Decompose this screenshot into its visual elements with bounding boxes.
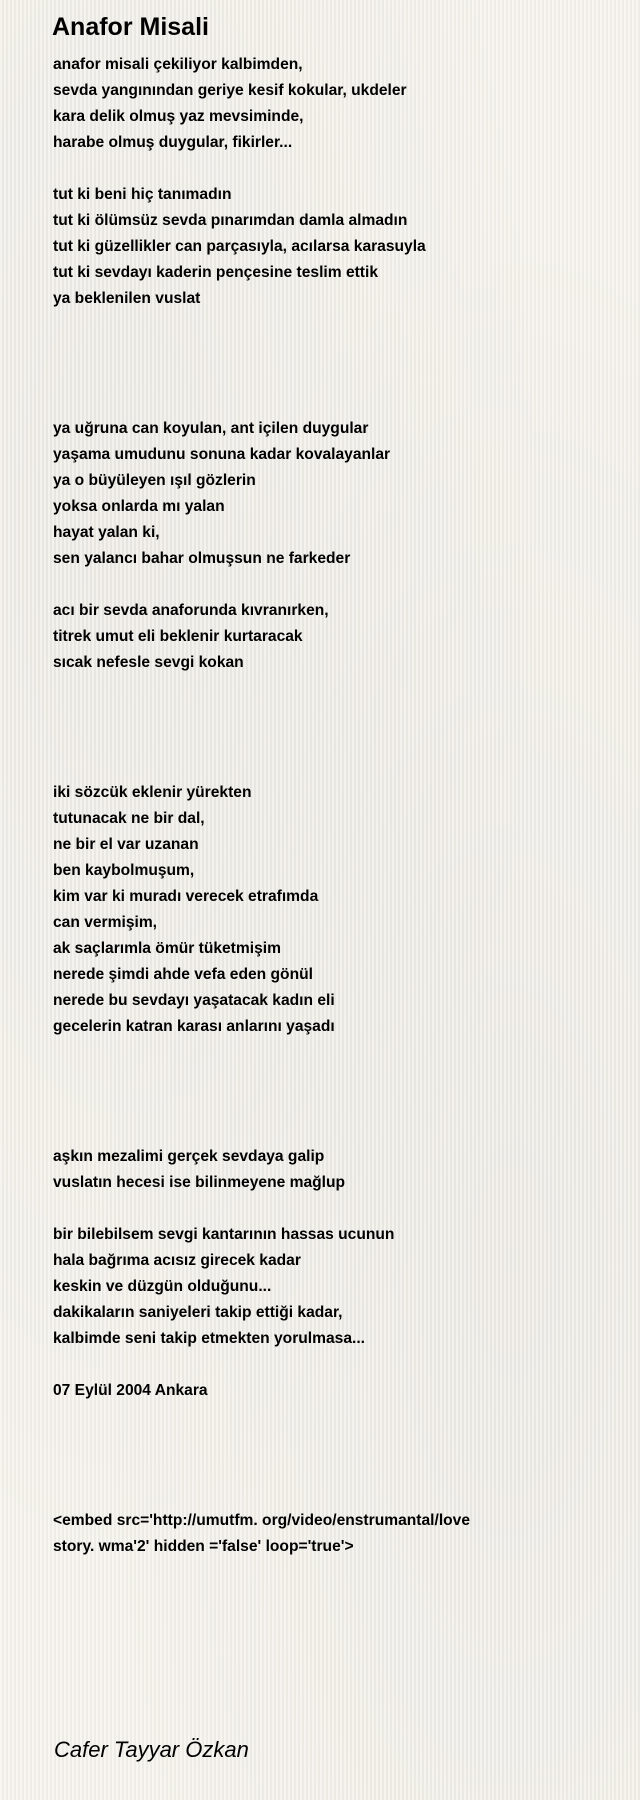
- poem-line: vuslatın hecesi ise bilinmeyene mağlup: [53, 1174, 346, 1191]
- stanza-gap: [53, 1352, 613, 1378]
- poem-title: Anafor Misali: [52, 13, 209, 41]
- poem-line: bir bilebilsem sevgi kantarının hassas ucunun: [53, 1226, 395, 1243]
- stanza-gap: [53, 676, 613, 702]
- poem-line: keskin ve düzgün olduğunu...: [53, 1278, 272, 1295]
- poem-line: kara delik olmuş yaz mevsiminde,: [53, 108, 304, 125]
- poem-line: tutunacak ne bir dal,: [53, 810, 205, 827]
- poem-line: ak saçlarımla ömür tüketmişim: [53, 940, 281, 957]
- poem-line: ya beklenilen vuslat: [53, 290, 201, 307]
- poem-line: titrek umut eli beklenir kurtaracak: [53, 628, 303, 645]
- poem-line: yaşama umudunu sonuna kadar kovalayanlar: [53, 446, 391, 463]
- stanza-gap: [53, 1118, 613, 1144]
- poem-line: iki sözcük eklenir yürekten: [53, 784, 252, 801]
- stanza-gap: [53, 1040, 613, 1066]
- poem-line: tut ki sevdayı kaderin pençesine teslim ettik: [53, 264, 379, 281]
- poem-line: tut ki güzellikler can parçasıyla, acılarsa karasuyla: [53, 238, 426, 255]
- stanza-gap: [53, 338, 613, 364]
- poem-body: [53, 52, 613, 1560]
- poem-line: dakikaların saniyeleri takip ettiği kadar,: [53, 1304, 343, 1321]
- poem-line: tut ki beni hiç tanımadın: [53, 186, 232, 203]
- poem-author: Cafer Tayyar Özkan: [54, 1737, 249, 1762]
- poem-line: sıcak nefesle sevgi kokan: [53, 654, 244, 671]
- poem-line: sevda yangınından geriye kesif kokular, ukdeler: [53, 82, 407, 99]
- poem-line: hala bağrıma acısız girecek kadar: [53, 1252, 301, 1269]
- stanza-gap: [53, 702, 613, 728]
- poem-line: kalbimde seni takip etmekten yorulmasa...: [53, 1330, 365, 1347]
- stanza-gap: [53, 754, 613, 780]
- poem-line: can vermişim,: [53, 914, 158, 931]
- poem-line: aşkın mezalimi gerçek sevdaya galip: [53, 1148, 325, 1165]
- poem-line: yoksa onlarda mı yalan: [53, 498, 225, 515]
- stanza-gap: [53, 364, 613, 390]
- poem-line: nerede bu sevdayı yaşatacak kadın eli: [53, 992, 335, 1009]
- poem-line: gecelerin katran karası anlarını yaşadı: [53, 1018, 335, 1035]
- stanza-gap: [53, 1196, 613, 1222]
- poem-line: ya uğruna can koyulan, ant içilen duygular: [53, 420, 369, 437]
- poem-line: anafor misali çekiliyor kalbimden,: [53, 56, 303, 73]
- poem-line: ya o büyüleyen ışıl gözlerin: [53, 472, 256, 489]
- poem-line: ben kaybolmuşum,: [53, 862, 195, 879]
- stanza-gap: [53, 390, 613, 416]
- stanza-gap: [53, 1430, 613, 1456]
- poem-line: acı bir sevda anaforunda kıvranırken,: [53, 602, 329, 619]
- stanza-gap: [53, 1482, 613, 1508]
- poem-line: 07 Eylül 2004 Ankara: [53, 1382, 208, 1399]
- poem-line: sen yalancı bahar olmuşsun ne farkeder: [53, 550, 351, 567]
- poem-line: <embed src='http://umutfm. org/video/enstrumantal/love: [53, 1512, 471, 1529]
- poem-line: tut ki ölümsüz sevda pınarımdan damla almadın: [53, 212, 408, 229]
- poem-line: ne bir el var uzanan: [53, 836, 199, 853]
- poem-line: kim var ki muradı verecek etrafımda: [53, 888, 319, 905]
- stanza-gap: [53, 728, 613, 754]
- stanza-gap: [53, 156, 613, 182]
- stanza-gap: [53, 312, 613, 338]
- poem-line: nerede şimdi ahde vefa eden gönül: [53, 966, 313, 983]
- stanza-gap: [53, 572, 613, 598]
- poem-line: harabe olmuş duygular, fikirler...: [53, 134, 293, 151]
- stanza-gap: [53, 1404, 613, 1430]
- poem-line: hayat yalan ki,: [53, 524, 160, 541]
- poem-line: story. wma'2' hidden ='false' loop='true'>: [53, 1538, 354, 1555]
- stanza-gap: [53, 1092, 613, 1118]
- stanza-gap: [53, 1066, 613, 1092]
- stanza-gap: [53, 1456, 613, 1482]
